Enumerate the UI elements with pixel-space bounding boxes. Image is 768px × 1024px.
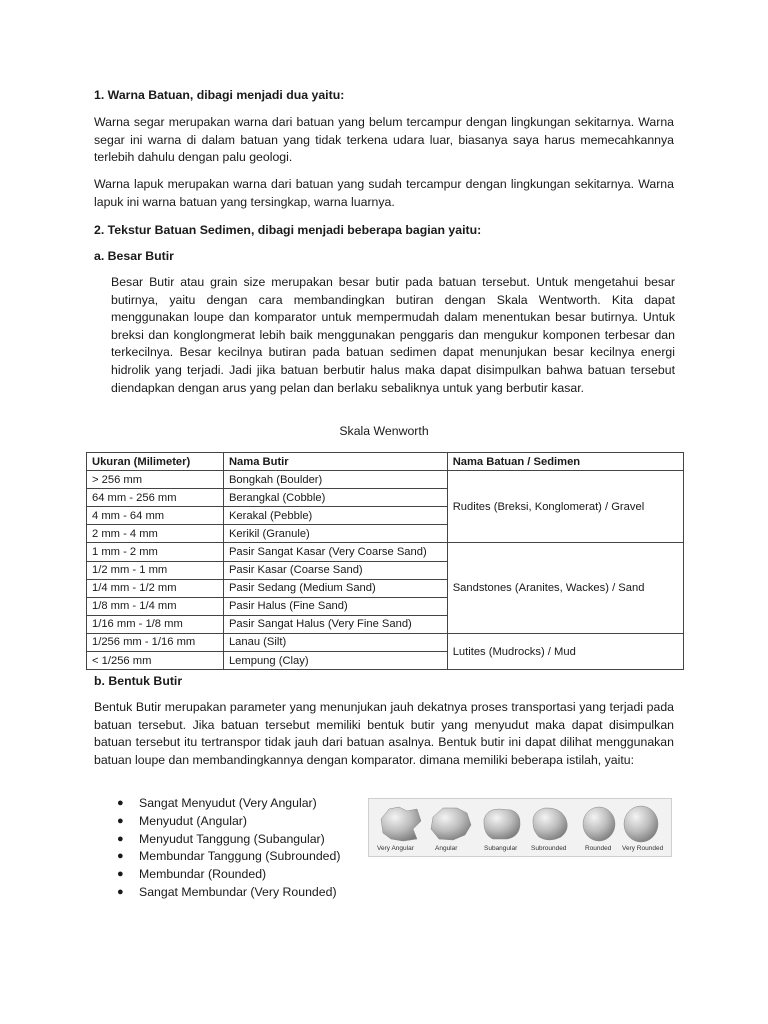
wentworth-scale-table <box>86 452 684 670</box>
bullet-icon: ● <box>117 850 124 863</box>
size-cell: 64 mm - 256 mm <box>87 489 224 507</box>
fresh-color-paragraph: Warna segar merupakan warna dari batuan yang belum tercampur dengan lingkungan sekitarnya. Warna segar ini warna di dalam batuan yang tidak terkena udara luar, biasanya saya harus memecahkannya terlebih dahulu dengan palu geologi. <box>94 115 674 165</box>
rock-group-cell: Lutites (Mudrocks) / Mud <box>447 633 683 669</box>
size-cell: 4 mm - 64 mm <box>87 507 224 525</box>
grain-shape-paragraph: Bentuk Butir merupakan parameter yang menunjukan jauh dekatnya proses transportasi yang terjadi pada batuan tersebut. Jika batuan tersebut memiliki bentuk butir yang menyudut maka dapat disimpulkan batuan tersebut itu tertranspor tidak jauh dari batuan asalnya. Bentuk butir ini dapat dilihat menggunakan batuan loupe dan membandingkannya dengan komparator. dimana memiliki beberapa istilah, yaitu: <box>94 700 674 767</box>
figure-label: Angular <box>435 845 458 852</box>
figure-label: Subrounded <box>531 845 567 852</box>
table-row <box>87 543 684 561</box>
grain-name-cell: Kerikil (Granule) <box>223 525 447 543</box>
size-cell: 1/256 mm - 1/16 mm <box>87 633 224 651</box>
section-2-heading: 2. Tekstur Batuan Sedimen, dibagi menjadi beberapa bagian yaitu: <box>94 223 482 237</box>
size-cell: > 256 mm <box>87 471 224 489</box>
grain-name-cell: Pasir Halus (Fine Sand) <box>223 597 447 615</box>
table-row <box>87 633 684 651</box>
bullet-icon: ● <box>117 797 124 809</box>
list-item-label: Membundar (Rounded) <box>139 867 267 882</box>
weathered-color-paragraph: Warna lapuk merupakan warna dari batuan yang sudah tercampur dengan lingkungan sekitarnya. Warna lapuk ini warna batuan yang tersingkap, warna luarnya. <box>94 177 674 209</box>
subsection-b-heading: b. Bentuk Butir <box>94 674 183 688</box>
list-item <box>114 813 340 831</box>
grain-size-paragraph: Besar Butir atau grain size merupakan besar butir pada batuan tersebut. Untuk mengetahui besar butirnya, yaitu dengan cara membandingkan butiran dengan Skala Wentworth. Kita dapat menggunakan loupe dan komparator untuk mempermudah dalam menentukan besar butirnya. Untuk breksi dan konglongmerat lebih baik menggunakan penggaris dan mengukur komponen terbesar dan terkecilnya. Besar kecilnya butiran pada batuan sedimen dapat menunjukan besar kecilnya energi hidrolik yang terjadi. Jadi jika batuan berbutir halus maka dapat disimpulkan bahwa batuan tersebut diendapkan dengan arus yang pelan dan berlaku sebaliknya untuk yang berbutir kasar. <box>111 275 675 395</box>
grain-name-cell: Berangkal (Cobble) <box>223 489 447 507</box>
size-cell: 1/16 mm - 1/8 mm <box>87 615 224 633</box>
subrounded-grain-icon <box>533 808 567 840</box>
grain-name-cell: Kerakal (Pebble) <box>223 507 447 525</box>
list-item-label: Sangat Menyudut (Very Angular) <box>139 796 317 810</box>
grain-shape-figure <box>368 798 672 857</box>
table-row <box>87 471 684 489</box>
figure-label: Subangular <box>484 845 518 852</box>
angular-grain-icon <box>431 808 471 840</box>
list-item-label: Sangat Membundar (Very Rounded) <box>139 884 337 899</box>
grain-name-cell: Bongkah (Boulder) <box>223 471 447 489</box>
grain-name-cell: Pasir Kasar (Coarse Sand) <box>223 561 447 579</box>
rock-group-cell: Sandstones (Aranites, Wackes) / Sand <box>447 543 683 633</box>
list-item <box>114 884 340 902</box>
table-caption: Skala Wenworth <box>339 424 429 438</box>
size-cell: 2 mm - 4 mm <box>87 525 224 543</box>
bullet-icon: ● <box>117 832 124 845</box>
grain-name-cell: Lempung (Clay) <box>223 652 447 670</box>
bullet-icon: ● <box>117 885 124 898</box>
subsection-a-heading: a. Besar Butir <box>94 249 174 263</box>
list-item <box>114 831 340 849</box>
list-item <box>114 866 340 884</box>
rock-group-cell: Rudites (Breksi, Konglomerat) / Gravel <box>447 471 683 543</box>
grain-name-cell: Pasir Sangat Halus (Very Fine Sand) <box>223 615 447 633</box>
very-rounded-grain-icon <box>624 806 658 842</box>
header-rock-name: Nama Batuan / Sedimen <box>447 453 683 471</box>
grain-shape-illustration <box>369 799 671 856</box>
bullet-icon: ● <box>117 814 124 827</box>
list-item-label: Membundar Tanggung (Subrounded) <box>139 849 341 864</box>
header-grain-name: Nama Butir <box>223 453 447 471</box>
grain-name-cell: Pasir Sangat Kasar (Very Coarse Sand) <box>223 543 447 561</box>
subangular-grain-icon <box>484 809 520 839</box>
list-item-label: Menyudut Tanggung (Subangular) <box>139 831 325 846</box>
figure-label: Very Rounded <box>622 845 664 852</box>
size-cell: 1/8 mm - 1/4 mm <box>87 597 224 615</box>
figure-label: Very Angular <box>377 845 414 852</box>
section-1-heading: 1. Warna Batuan, dibagi menjadi dua yaitu: <box>94 88 345 102</box>
table-header-row <box>87 453 684 471</box>
list-item <box>114 848 340 866</box>
header-size: Ukuran (Milimeter) <box>87 453 224 471</box>
rounded-grain-icon <box>583 807 615 841</box>
size-cell: < 1/256 mm <box>87 652 224 670</box>
size-cell: 1/2 mm - 1 mm <box>87 561 224 579</box>
list-item-label: Menyudut (Angular) <box>139 813 247 828</box>
list-item <box>114 795 340 813</box>
grain-shape-list <box>114 795 340 902</box>
grain-name-cell: Lanau (Silt) <box>223 633 447 651</box>
grain-name-cell: Pasir Sedang (Medium Sand) <box>223 579 447 597</box>
very-angular-grain-icon <box>381 807 421 841</box>
figure-label: Rounded <box>585 845 612 852</box>
size-cell: 1/4 mm - 1/2 mm <box>87 579 224 597</box>
size-cell: 1 mm - 2 mm <box>87 543 224 561</box>
bullet-icon: ● <box>117 868 124 881</box>
